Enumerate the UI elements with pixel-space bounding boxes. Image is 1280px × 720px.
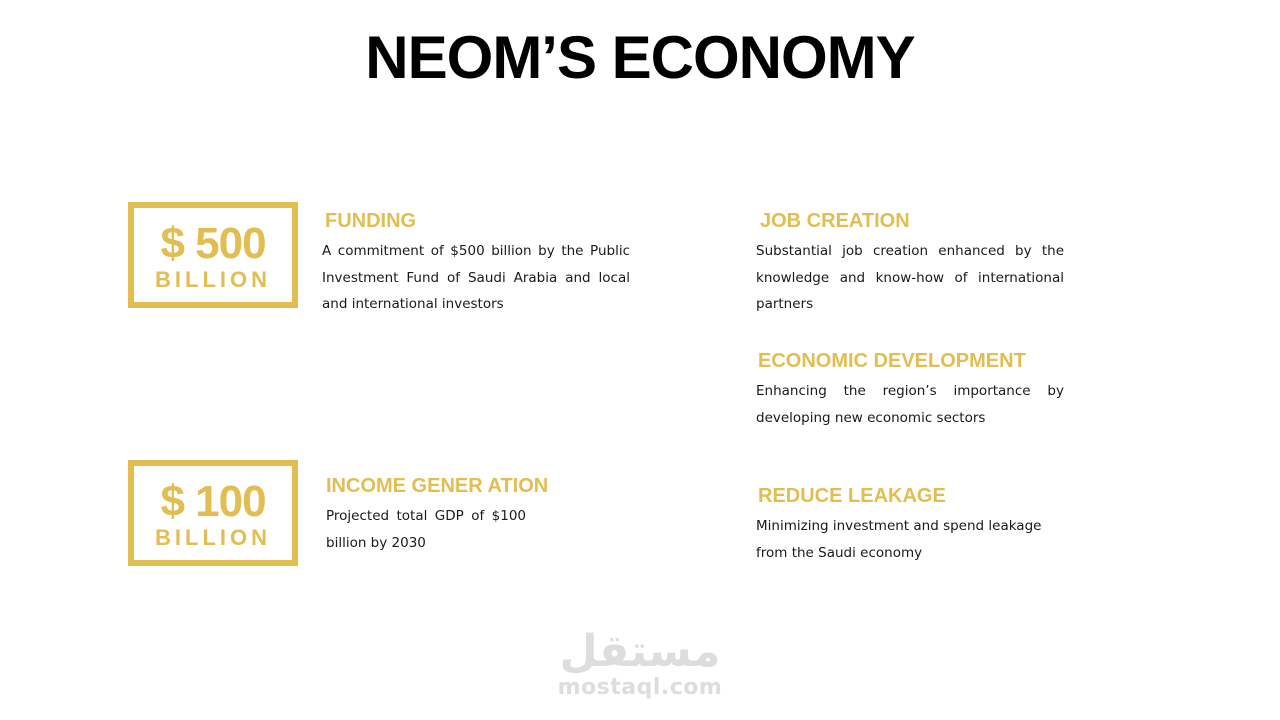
job-creation-section — [756, 208, 1064, 318]
watermark-latin: mostaql.com — [557, 675, 723, 700]
income-amount-unit: BILLION — [155, 525, 271, 550]
funding-section — [322, 208, 630, 318]
funding-amount-box — [128, 202, 298, 308]
funding-text: A commitment of $500 billion by the Public Investment Fund of Saudi Arabia and local and international investors — [322, 243, 630, 312]
mostaql-watermark — [540, 628, 740, 700]
reduce-leakage-text: Minimizing investment and spend leakage from the Saudi economy — [756, 518, 1042, 561]
reduce-leakage-section — [756, 483, 1064, 566]
income-generation-section — [326, 473, 549, 556]
job-creation-heading: JOB CREATION — [760, 210, 910, 232]
economic-development-heading: ECONOMIC DEVELOPMENT — [758, 350, 1026, 372]
income-generation-text: Projected total GDP of $100 billion by 2030 — [326, 508, 526, 551]
funding-amount: $ 500 — [160, 219, 266, 268]
economic-development-section — [756, 348, 1064, 431]
income-amount: $ 100 — [160, 477, 266, 526]
income-amount-box — [128, 460, 298, 566]
income-generation-heading: INCOME GENER ATION — [326, 475, 549, 497]
reduce-leakage-heading: REDUCE LEAKAGE — [758, 485, 946, 507]
slide-title: NEOM’S ECONOMY — [365, 24, 915, 91]
economic-development-text: Enhancing the region’s importance by developing new economic sectors — [756, 383, 1064, 426]
watermark-arabic: مستقل — [559, 626, 721, 677]
job-creation-text: Substantial job creation enhanced by the knowledge and know-how of international partners — [756, 243, 1064, 312]
funding-amount-unit: BILLION — [155, 267, 271, 292]
funding-heading: FUNDING — [325, 210, 417, 232]
